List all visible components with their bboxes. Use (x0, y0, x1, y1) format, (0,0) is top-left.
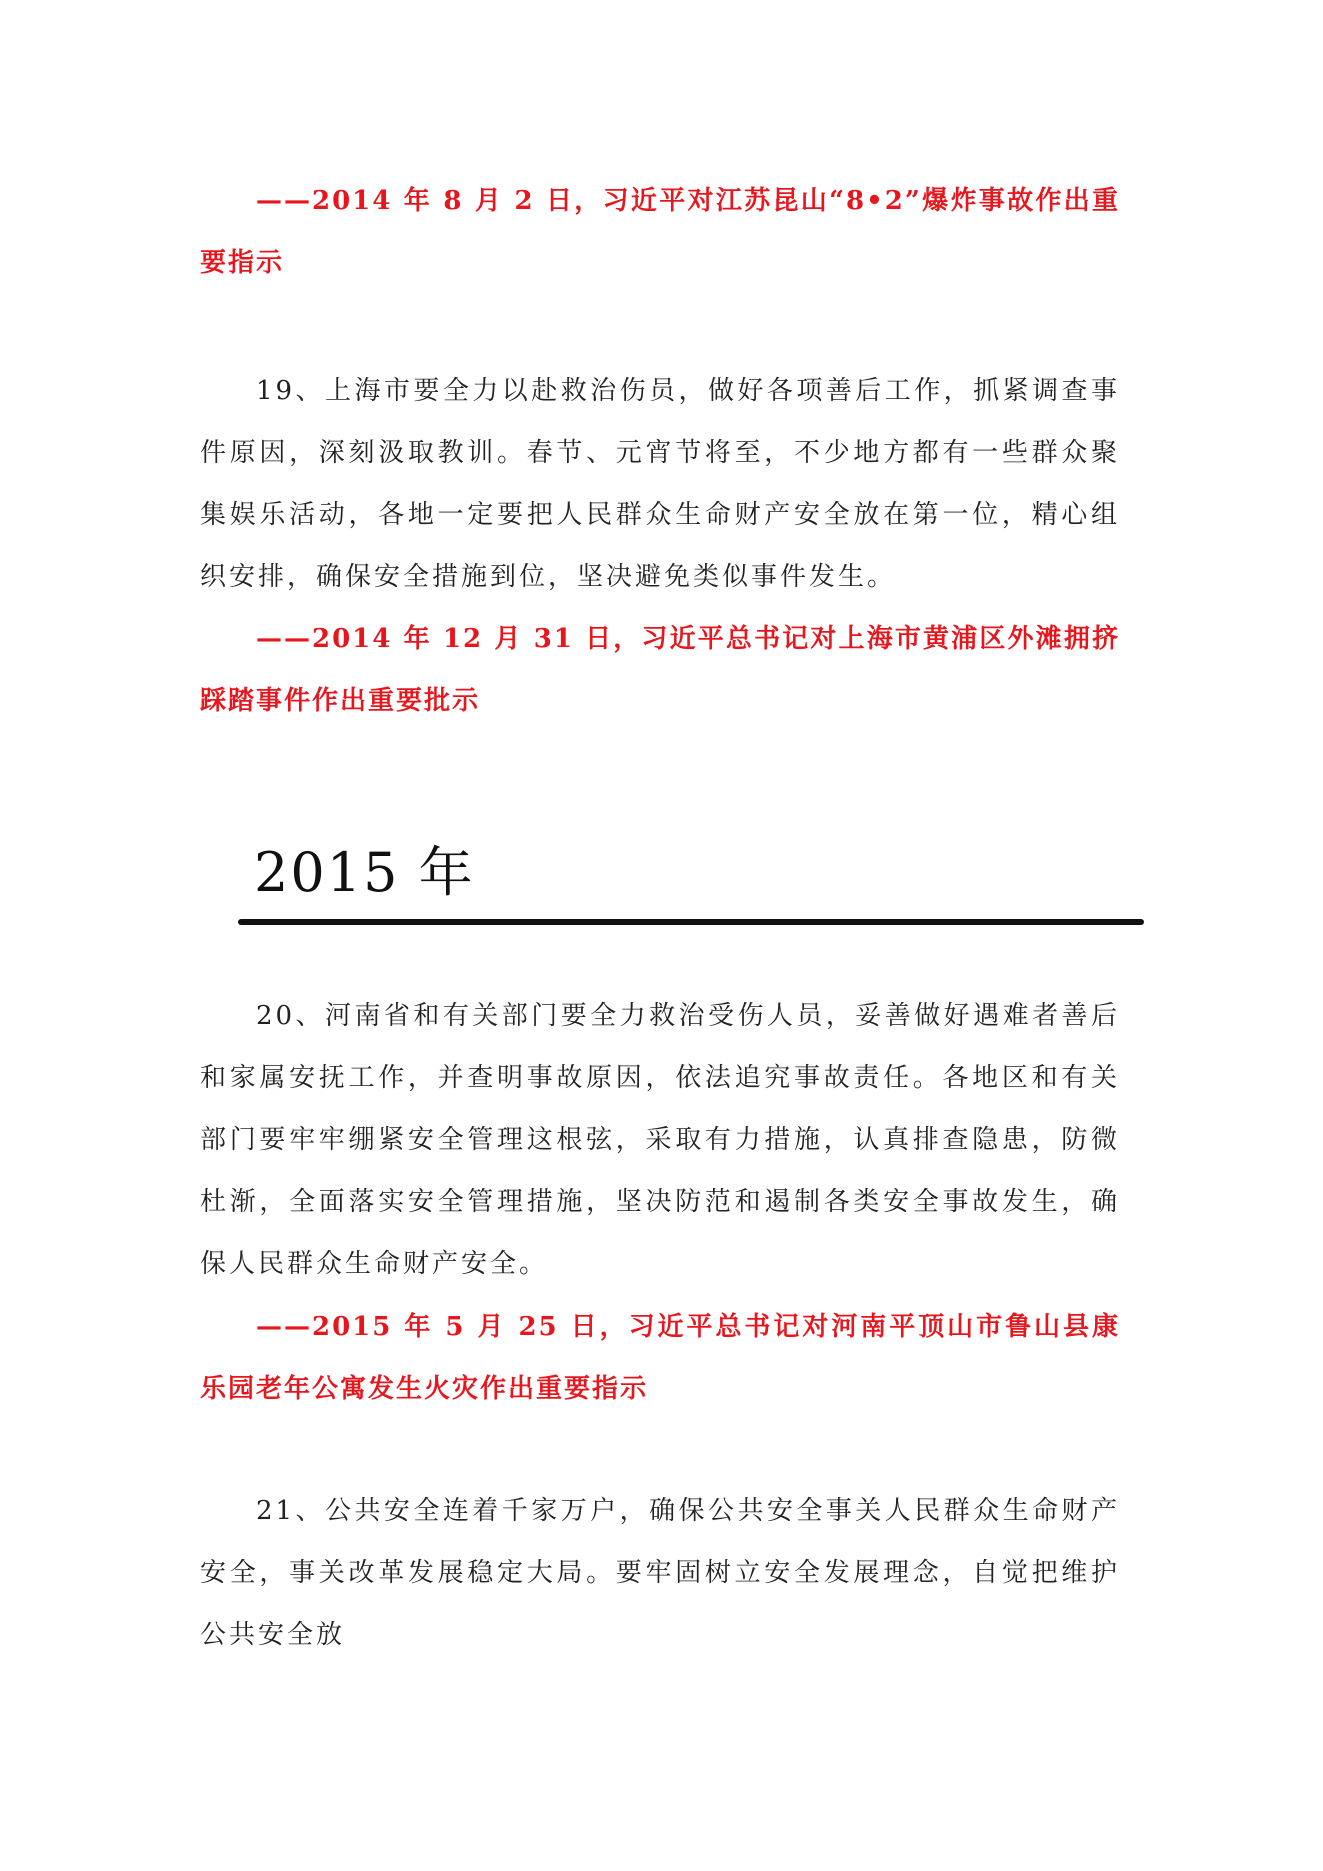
section-divider (238, 919, 1144, 925)
item-21-paragraph: 21、公共安全连着千家万户，确保公共安全事关人民群众生命财产安全，事关改革发展稳定大局。要牢固树立安全发展理念，自觉把维护公共安全放 (200, 1496, 1120, 1650)
item-19-paragraph: 19、上海市要全力以赴救治伤员，做好各项善后工作，抓紧调查事件原因，深刻汲取教训。春节、元宵节将至，不少地方都有一些群众聚集娱乐活动，各地一定要把人民群众生命财产安全放在第一位，精心组织安排，确保安全措施到位，坚决避免类似事件发生。 (200, 376, 1120, 592)
citation-2015-05-25: ——2015 年 5 月 25 日，习近平总书记对河南平顶山市鲁山县康乐园老年公寓发生火灾作出重要指示 (200, 1312, 1120, 1404)
citation-2014-12-31: ——2014 年 12 月 31 日，习近平总书记对上海市黄浦区外滩拥挤踩踏事件作出重要批示 (200, 624, 1120, 716)
citation-2014-08-02: ——2014 年 8 月 2 日，习近平对江苏昆山“8•2”爆炸事故作出重要指示 (200, 186, 1120, 278)
item-20-paragraph: 20、河南省和有关部门要全力救治受伤人员，妥善做好遇难者善后和家属安抚工作，并查明事故原因，依法追究事故责任。各地区和有关部门要牢牢绷紧安全管理这根弦，采取有力措施，认真排查隐患，防微杜渐，全面落实安全管理措施，坚决防范和遏制各类安全事故发生，确保人民群众生命财产安全。 (200, 1001, 1120, 1279)
year-heading-2015: 2015 年 (254, 841, 475, 904)
